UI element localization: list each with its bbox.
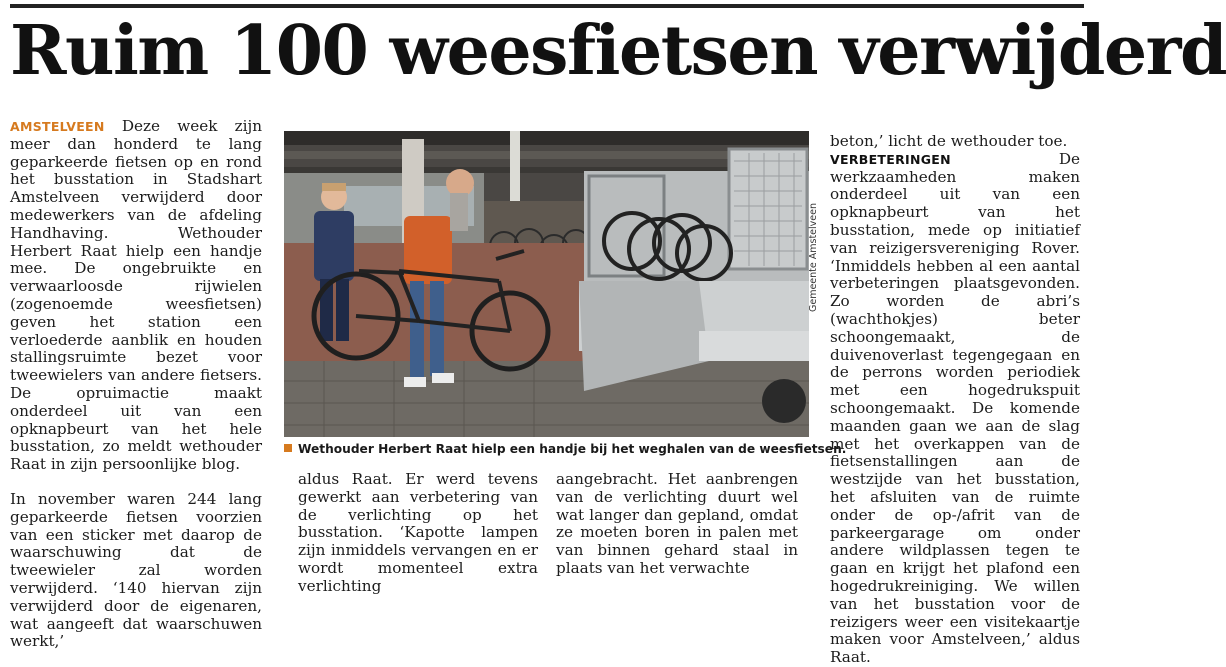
intro-text: Deze week zijn meer dan honderd te lang geparkeerde fietsen op en rond het busstation in Stadshart Amstelveen verwijderd door medewerkers van de afdeling Handhaving. Wethouder Herbert Raat hielp een handje mee. De ongebruikte en verwaarloosde rijwielen (zogenoemde weesfietsen) geven het station een verloederde aanblik en houden stallingsruimte bezet voor tweewielers van andere fietsers. De opruimactie maakt onderdeel uit van een opknapbeurt van het hele busstation, zo meldt wethouder Raat in zijn persoonlijke blog. — [10, 117, 263, 474]
paragraph-november: In november waren 244 lang geparkeerde fietsen voorzien van een sticker met daarop de waarschuwing dat de tweewieler zal worden verwijderd. ‘140 hiervan zijn verwijderd door de eigenaren, wat aangeeft dat waarschuwen werkt,’ — [10, 489, 262, 651]
caption-bullet — [284, 444, 292, 452]
paragraph-beton: beton,’ licht de wethouder toe. — [830, 132, 1068, 150]
photo-illustration — [284, 131, 809, 437]
subhead-verbeteringen: VERBETERINGEN — [830, 151, 951, 167]
column-4 — [830, 133, 1080, 667]
paragraph-verbeteringen — [830, 151, 1080, 667]
news-photo — [284, 131, 809, 437]
paragraph-intro — [10, 118, 262, 474]
kicker-location: AMSTELVEEN — [10, 119, 105, 134]
verbeteringen-text: De werkzaamheden maken onderdeel uit van een opknapbeurt van het busstation, mede op initiatief van reizigersvereniging Rover. ‘Inmiddels hebben al een aantal verbeteringen plaatsgevonden. Zo worden de abri’s (wachthokjes) beter schoongemaakt, de duivenoverlast tegengegaan en de perrons worden periodiek met een hogedrukspuit schoongemaakt. De komende maanden gaan we aan de slag met het overkappen van de fietsenstallingen aan de westzijde van het busstation, het afsluiten van de ruimte onder de op-/afrit van de parkeergarage om onder andere wildplassen tegen te gaan en krijgt het plafond een hogedrukreiniging. We willen van het busstation voor de reizigers weer een visitekaartje maken voor Amstelveen,’ aldus Raat. — [830, 149, 1080, 667]
column-1 — [10, 118, 262, 651]
caption-text: Wethouder Herbert Raat hielp een handje bij het weghalen van de weesfietsen. — [298, 442, 847, 456]
top-rule — [10, 4, 1084, 8]
column-2: aldus Raat. Er werd tevens gewerkt aan verbetering van de verlichting op het busstation. ‘Kapotte lampen zijn inmiddels vervangen en er wordt momenteel extra verlichting — [298, 470, 538, 595]
headline: Ruim 100 weesfietsen verwijderd — [10, 11, 1226, 91]
photo-caption — [284, 441, 847, 457]
photo-credit: Gemeente Amstelveen — [808, 202, 819, 312]
column-3: aangebracht. Het aanbrengen van de verlichting duurt wel wat langer dan gepland, omdat ze moeten boren in palen met van binnen gehard staal in plaats van het verwachte — [556, 470, 798, 577]
